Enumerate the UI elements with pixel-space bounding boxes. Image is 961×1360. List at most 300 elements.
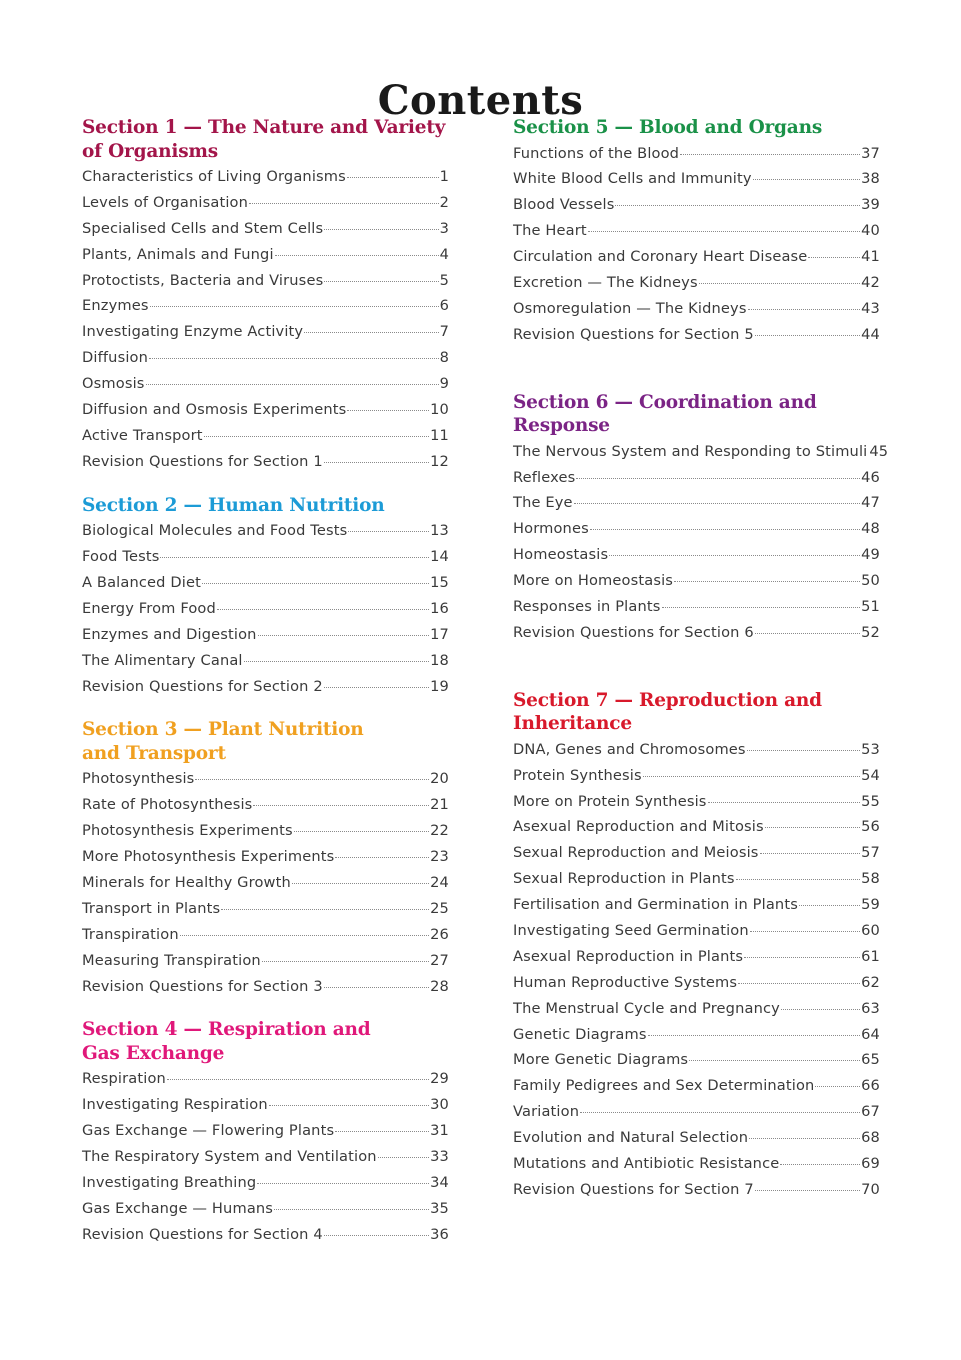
contents-entry[interactable] [513,542,880,568]
page-number: 18 [430,651,449,669]
contents-entry[interactable] [82,896,449,922]
section-heading-line: of Organisms [82,140,219,162]
entry-title: A Balanced Diet [82,573,201,591]
page-number: 36 [430,1225,449,1243]
dot-leader [689,1060,860,1061]
dot-leader [195,779,429,780]
page-number: 48 [861,520,880,538]
contents-entry[interactable] [513,1151,880,1177]
page-number: 46 [861,468,880,486]
contents-entry[interactable] [82,1092,449,1118]
contents-section [82,116,449,475]
page-number: 66 [861,1077,880,1095]
page-number: 26 [430,925,449,943]
entry-title: Sexual Reproduction in Plants [513,870,735,888]
dot-leader [674,581,860,582]
entry-title: The Respiratory System and Ventilation [82,1148,377,1166]
contents-entry[interactable] [513,866,880,892]
page-number: 53 [861,740,880,758]
dot-leader [780,1164,860,1165]
page-number: 55 [861,792,880,810]
page-number: 5 [439,271,449,289]
dot-leader [258,635,430,636]
contents-entry[interactable] [513,296,880,322]
page-number: 39 [861,196,880,214]
entry-title: Revision Questions for Section 4 [82,1225,323,1243]
dot-leader [378,1157,429,1158]
page-number: 68 [861,1129,880,1147]
dot-leader [699,283,860,284]
contents-section [513,689,880,1203]
contents-entry[interactable] [82,648,449,674]
entry-title: Mutations and Antibiotic Resistance [513,1155,780,1172]
contents-section [513,116,880,348]
page-number: 33 [430,1148,449,1166]
dot-leader [160,557,429,558]
dot-leader [590,529,860,530]
dot-leader [348,531,429,532]
entry-title: Respiration [82,1070,166,1088]
section-heading [513,689,880,736]
dot-leader [808,257,860,258]
section-heading-line: Section 2 — Human Nutrition [82,494,385,516]
contents-entry[interactable] [82,190,449,216]
page-number: 43 [861,299,880,317]
entry-title: Rate of Photosynthesis [82,796,253,814]
page-number: 3 [439,219,449,237]
page-number: 37 [861,144,880,162]
dot-leader [643,776,860,777]
contents-entry[interactable] [82,674,449,700]
page-number: 27 [430,951,449,969]
entry-title: Human Reproductive Systems [513,973,738,991]
contents-entry[interactable] [513,465,880,491]
dot-leader [609,555,860,556]
contents-entry[interactable] [82,570,449,596]
dot-leader [253,805,429,806]
dot-leader [744,957,860,958]
section-heading [513,391,880,438]
page-number: 62 [861,973,880,991]
page-number: 69 [861,1155,880,1172]
page-number: 58 [861,870,880,888]
page-number: 35 [430,1199,449,1217]
dot-leader [324,987,429,988]
page-number: 4 [439,245,449,263]
entry-title: Blood Vessels [513,196,615,214]
section-heading-line: Section 5 — Blood and Organs [513,117,823,138]
page-number: 60 [861,921,880,939]
contents-entry[interactable] [82,596,449,622]
page-number: 65 [861,1051,880,1069]
entry-title: Revision Questions for Section 7 [513,1180,754,1198]
dot-leader [180,935,429,936]
page-number: 44 [861,325,880,343]
contents-entry[interactable] [513,1073,880,1099]
section-heading-line: Response [513,415,610,437]
contents-entry[interactable] [82,216,449,242]
contents-entry[interactable] [513,996,880,1022]
entry-title: Reflexes [513,468,576,486]
dot-leader [274,1209,429,1210]
page-number: 34 [430,1174,449,1191]
contents-entry[interactable] [82,397,449,423]
section-heading-line: Section 7 — Reproduction and [513,689,822,711]
entry-title: Fertilisation and Germination in Plants [513,896,798,914]
contents-entry[interactable] [82,818,449,844]
section-heading-line: and Transport [82,742,226,764]
dot-leader [755,633,860,634]
dot-leader [576,478,860,479]
entry-title: Characteristics of Living Organisms [82,168,346,185]
page-number: 8 [439,349,449,367]
page-number: 13 [430,522,449,540]
dot-leader [304,332,438,333]
page-number: 50 [861,572,880,590]
page-number: 23 [430,848,449,866]
contents-entry[interactable] [513,840,880,866]
entry-title: Specialised Cells and Stem Cells [82,219,324,237]
contents-entry[interactable] [82,423,449,449]
dot-leader [662,607,861,608]
entry-title: Asexual Reproduction in Plants [513,947,744,965]
contents-entry[interactable] [82,268,449,294]
section-heading-line: Gas Exchange [82,1042,225,1064]
dot-leader [249,203,439,204]
entry-title: Gas Exchange — Flowering Plants [82,1122,335,1140]
entry-title: Asexual Reproduction and Mitosis [513,818,764,836]
contents-entry[interactable] [513,763,880,789]
section-heading [513,116,880,140]
contents-entry[interactable] [513,789,880,815]
entry-title: Biological Molecules and Food Tests [82,522,348,540]
dot-leader [324,281,438,282]
entry-title: Levels of Organisation [82,193,249,211]
page-number: 1 [439,168,449,185]
page-number: 11 [430,426,449,444]
dot-leader [294,831,429,832]
contents-section [513,391,889,646]
page-number: 67 [861,1103,880,1121]
contents-entry[interactable] [82,948,449,974]
entry-title: The Alimentary Canal [82,651,243,669]
page-number: 20 [430,770,449,788]
contents-entry[interactable] [513,141,880,167]
contents-entry[interactable] [82,293,449,319]
dot-leader [738,983,860,984]
page-number: 16 [430,599,449,617]
page-number: 40 [861,222,880,240]
page-number: 14 [430,548,449,566]
contents-entry[interactable] [513,594,880,620]
contents-entry[interactable] [82,319,449,345]
dot-leader [347,177,439,178]
contents-entry[interactable] [513,166,880,192]
contents-entry[interactable] [82,164,449,190]
section-heading [82,116,449,163]
entry-title: The Menstrual Cycle and Pregnancy [513,999,780,1017]
entry-title: The Nervous System and Responding to Stimuli [513,442,868,460]
dot-leader [275,255,439,256]
contents-entry[interactable] [513,1022,880,1048]
dot-leader [580,1112,860,1113]
page-number: 19 [430,677,449,695]
dot-leader [760,853,861,854]
entry-title: Photosynthesis [82,770,195,788]
page-number: 25 [430,899,449,917]
page-number: 6 [439,297,449,315]
contents-entry[interactable] [82,974,449,1000]
entry-title: Functions of the Blood [513,144,680,162]
dot-leader [217,609,429,610]
entry-title: Measuring Transpiration [82,951,261,969]
entry-title: Hormones [513,520,589,538]
page-number: 52 [861,623,880,641]
contents-section [82,1018,449,1247]
contents-section [82,718,449,999]
page-number: 56 [861,818,880,836]
contents-entry[interactable] [513,918,880,944]
contents-entry[interactable] [513,516,880,542]
entry-title: Revision Questions for Section 5 [513,325,754,343]
page-number: 42 [861,273,880,291]
contents-entry[interactable] [513,892,880,918]
entry-title: The Heart [513,222,587,240]
entry-title: Investigating Breathing [82,1174,257,1191]
entry-title: More on Protein Synthesis [513,792,707,810]
contents-entry[interactable] [513,814,880,840]
contents-entry[interactable] [513,620,880,646]
entry-title: Diffusion [82,349,149,367]
entry-title: Revision Questions for Section 6 [513,623,754,641]
section-heading [82,718,449,765]
section-heading-line: Section 6 — Coordination and [513,391,817,413]
dot-leader [335,1131,429,1132]
dot-leader [335,857,429,858]
page-number: 15 [430,573,449,591]
contents-entry[interactable] [513,568,880,594]
dot-leader [648,1035,861,1036]
dot-leader [146,384,439,385]
page-number: 70 [861,1180,880,1198]
dot-leader [747,750,860,751]
contents-entry[interactable] [513,1125,880,1151]
page-number: 59 [861,896,880,914]
contents-entry[interactable] [82,242,449,268]
dot-leader [736,879,860,880]
dot-leader [324,229,438,230]
dot-leader [749,1138,860,1139]
contents-entry[interactable] [513,244,880,270]
entry-title: Enzymes and Digestion [82,625,257,643]
entry-title: The Eye [513,494,573,512]
page-number: 54 [861,766,880,784]
contents-entry[interactable] [82,1196,449,1222]
entry-title: More on Homeostasis [513,572,674,590]
page-number: 63 [861,999,880,1017]
contents-section [82,494,449,700]
dot-leader [615,205,860,206]
page-number: 2 [439,193,449,211]
contents-entry[interactable] [82,345,449,371]
section-heading [82,1018,449,1065]
entry-title: Responses in Plants [513,597,661,615]
entry-title: Revision Questions for Section 1 [82,452,323,470]
contents-entry[interactable] [513,270,880,296]
entry-title: Homeostasis [513,546,609,564]
entry-title: White Blood Cells and Immunity [513,170,752,188]
entry-title: Evolution and Natural Selection [513,1129,749,1147]
page-number: 30 [430,1096,449,1114]
page-number: 12 [430,452,449,470]
contents-entry[interactable] [82,922,449,948]
page-number: 41 [861,248,880,266]
entry-title: Investigating Respiration [82,1096,268,1114]
contents-entry[interactable] [82,792,449,818]
contents-entry[interactable] [513,970,880,996]
page-number: 31 [430,1122,449,1140]
contents-entry[interactable] [513,218,880,244]
dot-leader [221,909,429,910]
contents-entry[interactable] [82,544,449,570]
dot-leader [269,1105,429,1106]
page-number: 10 [430,401,449,419]
contents-entry[interactable] [513,192,880,218]
contents-entry[interactable] [82,622,449,648]
section-heading-line: Section 4 — Respiration and [82,1019,371,1041]
right-column [513,116,889,1203]
entry-title: Diffusion and Osmosis Experiments [82,401,347,419]
contents-entry[interactable] [513,737,880,763]
dot-leader [755,335,860,336]
entry-title: Investigating Seed Germination [513,921,749,939]
page-number: 45 [869,442,889,460]
dot-leader [765,827,860,828]
contents-entry[interactable] [513,490,880,516]
entry-title: Active Transport [82,426,203,444]
entry-title: Revision Questions for Section 2 [82,677,323,695]
contents-entry[interactable] [513,1177,880,1203]
contents-entry[interactable] [82,1118,449,1144]
entry-title: Plants, Animals and Fungi [82,245,274,263]
contents-entry[interactable] [513,1099,880,1125]
entry-title: Variation [513,1103,580,1121]
dot-leader [150,306,439,307]
contents-entry[interactable] [82,1222,449,1248]
entry-title: Genetic Diagrams [513,1025,647,1043]
dot-leader [244,661,429,662]
dot-leader [781,1009,860,1010]
dot-leader [262,961,429,962]
page-number: 57 [861,844,880,862]
contents-entry[interactable] [82,1170,449,1196]
contents-entry[interactable] [82,449,449,475]
dot-leader [680,154,860,155]
entry-title: Energy From Food [82,599,216,617]
entry-title: Excretion — The Kidneys [513,273,698,291]
section-heading-line: Section 1 — The Nature and Variety [82,117,446,138]
entry-title: Circulation and Coronary Heart Disease [513,248,808,266]
dot-leader [167,1079,429,1080]
dot-leader [755,1190,860,1191]
dot-leader [753,179,860,180]
dot-leader [204,436,429,437]
page-number: 17 [430,625,449,643]
dot-leader [257,1183,429,1184]
dot-leader [324,462,429,463]
entry-title: Osmoregulation — The Kidneys [513,299,747,317]
entry-title: Transpiration [82,925,179,943]
dot-leader [292,883,429,884]
page-number: 9 [439,375,449,393]
page-number: 29 [430,1070,449,1088]
page-number: 24 [430,873,449,891]
entry-title: Food Tests [82,548,160,566]
dot-leader [202,583,429,584]
entry-title: Protoctists, Bacteria and Viruses [82,271,324,289]
dot-leader [149,358,439,359]
page-number: 47 [861,494,880,512]
entry-title: More Genetic Diagrams [513,1051,689,1069]
dot-leader [324,1235,429,1236]
entry-title: Revision Questions for Section 3 [82,977,323,995]
dot-leader [574,503,860,504]
page-number: 51 [861,597,880,615]
contents-entry[interactable] [82,844,449,870]
contents-entry[interactable] [513,322,880,348]
page-number: 64 [861,1025,880,1043]
entry-title: DNA, Genes and Chromosomes [513,740,746,758]
entry-title: Photosynthesis Experiments [82,822,293,840]
page-number: 21 [430,796,449,814]
entry-title: Family Pedigrees and Sex Determination [513,1077,815,1095]
dot-leader [588,231,860,232]
page-number: 38 [861,170,880,188]
section-heading-line: Inheritance [513,713,632,735]
left-column [82,116,449,1248]
entry-title: More Photosynthesis Experiments [82,848,335,866]
entry-title: Enzymes [82,297,149,315]
contents-entry[interactable] [513,944,880,970]
dot-leader [750,931,860,932]
contents-entry[interactable] [513,1047,880,1073]
dot-leader [347,410,429,411]
dot-leader [324,687,429,688]
entry-title: Protein Synthesis [513,766,642,784]
contents-entry[interactable] [513,439,889,465]
entry-title: Transport in Plants [82,899,221,917]
page-number: 49 [861,546,880,564]
entry-title: Osmosis [82,375,145,393]
page-number: 28 [430,977,449,995]
contents-entry[interactable] [82,766,449,792]
page-number: 7 [439,323,449,341]
page-number: 61 [861,947,880,965]
contents-entry[interactable] [82,518,449,544]
contents-entry[interactable] [82,1144,449,1170]
dot-leader [815,1086,860,1087]
dot-leader [708,802,861,803]
entry-title: Sexual Reproduction and Meiosis [513,844,759,862]
entry-title: Minerals for Healthy Growth [82,873,291,891]
dot-leader [799,905,860,906]
contents-entry[interactable] [82,371,449,397]
page-title: Contents [377,76,584,124]
entry-title: Gas Exchange — Humans [82,1199,274,1217]
contents-entry[interactable] [82,870,449,896]
dot-leader [748,309,861,310]
contents-entry[interactable] [82,1066,449,1092]
